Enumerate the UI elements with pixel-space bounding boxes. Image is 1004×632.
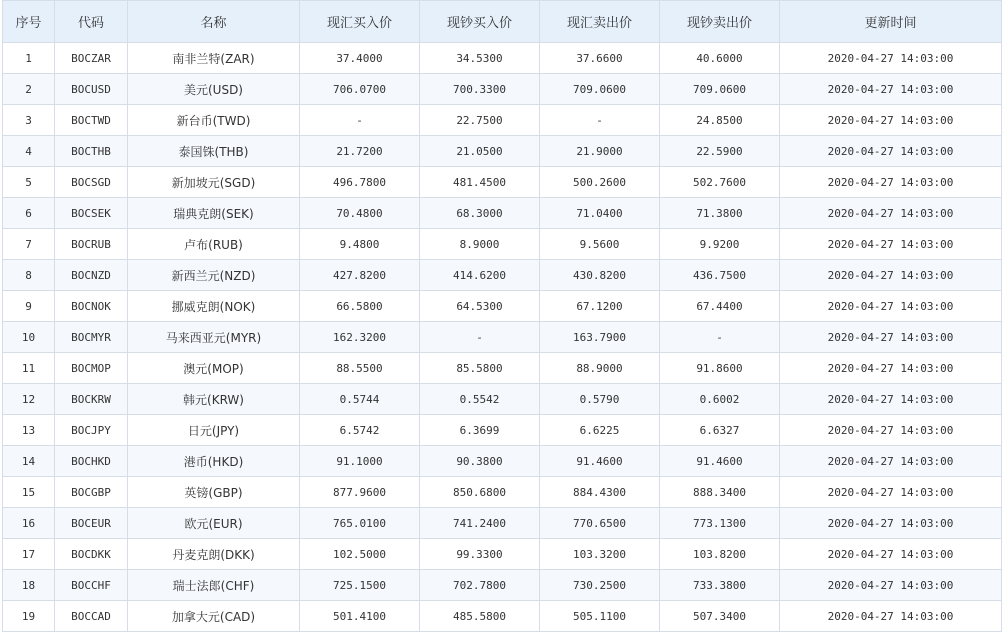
cell-code: BOCSEK (55, 198, 128, 229)
cell-spot-sell: 6.6225 (540, 415, 660, 446)
cell-cash-buy: 700.3300 (420, 74, 540, 105)
cell-name: 挪威克朗(NOK) (128, 291, 300, 322)
cell-index: 18 (3, 570, 55, 601)
cell-name: 泰国铢(THB) (128, 136, 300, 167)
table-row (3, 353, 1002, 384)
cell-update-time: 2020-04-27 14:03:00 (780, 322, 1002, 353)
cell-index: 8 (3, 260, 55, 291)
exchange-rate-table (2, 0, 1002, 632)
cell-cash-sell: 502.7600 (660, 167, 780, 198)
cell-spot-sell: 9.5600 (540, 229, 660, 260)
table-body (3, 43, 1002, 632)
cell-cash-buy: 6.3699 (420, 415, 540, 446)
cell-cash-buy: 85.5800 (420, 353, 540, 384)
cell-spot-buy: 66.5800 (300, 291, 420, 322)
cell-spot-buy: 9.4800 (300, 229, 420, 260)
cell-spot-buy: 765.0100 (300, 508, 420, 539)
cell-index: 12 (3, 384, 55, 415)
cell-index: 10 (3, 322, 55, 353)
cell-cash-buy: 21.0500 (420, 136, 540, 167)
cell-cash-buy: 485.5800 (420, 601, 540, 632)
cell-index: 5 (3, 167, 55, 198)
cell-update-time: 2020-04-27 14:03:00 (780, 384, 1002, 415)
header-spot-buy: 现汇买入价 (300, 1, 420, 43)
cell-update-time: 2020-04-27 14:03:00 (780, 291, 1002, 322)
cell-cash-buy: 481.4500 (420, 167, 540, 198)
cell-cash-sell: 40.6000 (660, 43, 780, 74)
cell-cash-sell: 436.7500 (660, 260, 780, 291)
cell-code: BOCCHF (55, 570, 128, 601)
cell-name: 美元(USD) (128, 74, 300, 105)
header-index: 序号 (3, 1, 55, 43)
cell-index: 9 (3, 291, 55, 322)
cell-cash-buy: - (420, 322, 540, 353)
cell-index: 3 (3, 105, 55, 136)
cell-cash-buy: 22.7500 (420, 105, 540, 136)
cell-update-time: 2020-04-27 14:03:00 (780, 415, 1002, 446)
cell-name: 新西兰元(NZD) (128, 260, 300, 291)
table-row (3, 477, 1002, 508)
cell-name: 马来西亚元(MYR) (128, 322, 300, 353)
cell-cash-buy: 0.5542 (420, 384, 540, 415)
cell-cash-sell: 67.4400 (660, 291, 780, 322)
cell-cash-sell: 71.3800 (660, 198, 780, 229)
cell-cash-sell: 507.3400 (660, 601, 780, 632)
cell-cash-sell: 733.3800 (660, 570, 780, 601)
cell-update-time: 2020-04-27 14:03:00 (780, 198, 1002, 229)
cell-name: 英镑(GBP) (128, 477, 300, 508)
cell-name: 瑞典克朗(SEK) (128, 198, 300, 229)
table-row (3, 570, 1002, 601)
cell-name: 新加坡元(SGD) (128, 167, 300, 198)
cell-spot-sell: 91.4600 (540, 446, 660, 477)
cell-spot-buy: 162.3200 (300, 322, 420, 353)
header-code: 代码 (55, 1, 128, 43)
cell-spot-sell: 103.3200 (540, 539, 660, 570)
cell-spot-sell: 0.5790 (540, 384, 660, 415)
cell-index: 15 (3, 477, 55, 508)
cell-update-time: 2020-04-27 14:03:00 (780, 43, 1002, 74)
cell-code: BOCGBP (55, 477, 128, 508)
cell-spot-sell: 709.0600 (540, 74, 660, 105)
cell-name: 丹麦克朗(DKK) (128, 539, 300, 570)
cell-index: 4 (3, 136, 55, 167)
cell-name: 加拿大元(CAD) (128, 601, 300, 632)
cell-spot-buy: 37.4000 (300, 43, 420, 74)
cell-update-time: 2020-04-27 14:03:00 (780, 136, 1002, 167)
cell-cash-sell: 91.4600 (660, 446, 780, 477)
cell-name: 瑞士法郎(CHF) (128, 570, 300, 601)
cell-cash-sell: 6.6327 (660, 415, 780, 446)
cell-spot-sell: 770.6500 (540, 508, 660, 539)
cell-spot-buy: 70.4800 (300, 198, 420, 229)
table-row (3, 508, 1002, 539)
cell-spot-buy: 91.1000 (300, 446, 420, 477)
cell-code: BOCUSD (55, 74, 128, 105)
cell-index: 2 (3, 74, 55, 105)
cell-index: 17 (3, 539, 55, 570)
cell-index: 11 (3, 353, 55, 384)
cell-spot-buy: 88.5500 (300, 353, 420, 384)
cell-spot-buy: 496.7800 (300, 167, 420, 198)
header-cash-sell: 现钞卖出价 (660, 1, 780, 43)
cell-update-time: 2020-04-27 14:03:00 (780, 601, 1002, 632)
table-row (3, 136, 1002, 167)
cell-update-time: 2020-04-27 14:03:00 (780, 508, 1002, 539)
table-row (3, 539, 1002, 570)
cell-name: 澳元(MOP) (128, 353, 300, 384)
cell-index: 19 (3, 601, 55, 632)
cell-code: BOCCAD (55, 601, 128, 632)
header-row (3, 1, 1002, 43)
cell-cash-buy: 64.5300 (420, 291, 540, 322)
cell-update-time: 2020-04-27 14:03:00 (780, 570, 1002, 601)
cell-code: BOCMOP (55, 353, 128, 384)
table-row (3, 105, 1002, 136)
cell-cash-buy: 8.9000 (420, 229, 540, 260)
cell-spot-sell: 71.0400 (540, 198, 660, 229)
cell-code: BOCJPY (55, 415, 128, 446)
cell-index: 1 (3, 43, 55, 74)
cell-cash-buy: 99.3300 (420, 539, 540, 570)
cell-cash-sell: 709.0600 (660, 74, 780, 105)
cell-spot-buy: 877.9600 (300, 477, 420, 508)
cell-code: BOCRUB (55, 229, 128, 260)
cell-cash-sell: 24.8500 (660, 105, 780, 136)
cell-index: 6 (3, 198, 55, 229)
table-row (3, 322, 1002, 353)
table-header (3, 1, 1002, 43)
cell-spot-sell: 37.6600 (540, 43, 660, 74)
cell-spot-sell: 884.4300 (540, 477, 660, 508)
cell-spot-sell: 67.1200 (540, 291, 660, 322)
cell-update-time: 2020-04-27 14:03:00 (780, 353, 1002, 384)
cell-code: BOCEUR (55, 508, 128, 539)
cell-update-time: 2020-04-27 14:03:00 (780, 229, 1002, 260)
cell-cash-sell: 773.1300 (660, 508, 780, 539)
header-update-time: 更新时间 (780, 1, 1002, 43)
cell-code: BOCDKK (55, 539, 128, 570)
cell-cash-sell: 888.3400 (660, 477, 780, 508)
table-row (3, 260, 1002, 291)
table-row (3, 167, 1002, 198)
cell-name: 南非兰特(ZAR) (128, 43, 300, 74)
cell-update-time: 2020-04-27 14:03:00 (780, 167, 1002, 198)
cell-spot-sell: 500.2600 (540, 167, 660, 198)
cell-cash-buy: 741.2400 (420, 508, 540, 539)
cell-spot-sell: 505.1100 (540, 601, 660, 632)
cell-spot-sell: 88.9000 (540, 353, 660, 384)
cell-name: 新台币(TWD) (128, 105, 300, 136)
cell-spot-buy: 6.5742 (300, 415, 420, 446)
cell-spot-sell: - (540, 105, 660, 136)
cell-spot-buy: 102.5000 (300, 539, 420, 570)
cell-name: 卢布(RUB) (128, 229, 300, 260)
cell-code: BOCHKD (55, 446, 128, 477)
cell-spot-buy: 725.1500 (300, 570, 420, 601)
cell-spot-sell: 163.7900 (540, 322, 660, 353)
cell-index: 16 (3, 508, 55, 539)
cell-name: 日元(JPY) (128, 415, 300, 446)
cell-cash-buy: 414.6200 (420, 260, 540, 291)
cell-spot-buy: 0.5744 (300, 384, 420, 415)
cell-name: 欧元(EUR) (128, 508, 300, 539)
cell-spot-buy: 706.0700 (300, 74, 420, 105)
table-row (3, 601, 1002, 632)
cell-code: BOCTHB (55, 136, 128, 167)
header-name: 名称 (128, 1, 300, 43)
cell-spot-buy: 501.4100 (300, 601, 420, 632)
cell-index: 7 (3, 229, 55, 260)
table-row (3, 43, 1002, 74)
table-row (3, 229, 1002, 260)
cell-index: 13 (3, 415, 55, 446)
cell-cash-sell: 103.8200 (660, 539, 780, 570)
cell-cash-buy: 90.3800 (420, 446, 540, 477)
cell-code: BOCSGD (55, 167, 128, 198)
cell-code: BOCTWD (55, 105, 128, 136)
cell-code: BOCNOK (55, 291, 128, 322)
cell-cash-sell: 91.8600 (660, 353, 780, 384)
cell-cash-sell: 9.9200 (660, 229, 780, 260)
table-row (3, 384, 1002, 415)
cell-update-time: 2020-04-27 14:03:00 (780, 105, 1002, 136)
cell-cash-sell: 22.5900 (660, 136, 780, 167)
cell-cash-buy: 850.6800 (420, 477, 540, 508)
cell-spot-buy: 21.7200 (300, 136, 420, 167)
cell-name: 港币(HKD) (128, 446, 300, 477)
table-row (3, 446, 1002, 477)
cell-cash-buy: 34.5300 (420, 43, 540, 74)
cell-index: 14 (3, 446, 55, 477)
cell-code: BOCNZD (55, 260, 128, 291)
cell-spot-sell: 21.9000 (540, 136, 660, 167)
cell-code: BOCZAR (55, 43, 128, 74)
cell-update-time: 2020-04-27 14:03:00 (780, 74, 1002, 105)
cell-cash-buy: 702.7800 (420, 570, 540, 601)
cell-name: 韩元(KRW) (128, 384, 300, 415)
cell-update-time: 2020-04-27 14:03:00 (780, 477, 1002, 508)
cell-update-time: 2020-04-27 14:03:00 (780, 446, 1002, 477)
cell-update-time: 2020-04-27 14:03:00 (780, 260, 1002, 291)
header-cash-buy: 现钞买入价 (420, 1, 540, 43)
cell-spot-buy: 427.8200 (300, 260, 420, 291)
cell-spot-sell: 430.8200 (540, 260, 660, 291)
table-row (3, 198, 1002, 229)
table-row (3, 291, 1002, 322)
cell-update-time: 2020-04-27 14:03:00 (780, 539, 1002, 570)
cell-code: BOCMYR (55, 322, 128, 353)
table-row (3, 415, 1002, 446)
cell-code: BOCKRW (55, 384, 128, 415)
cell-spot-sell: 730.2500 (540, 570, 660, 601)
cell-cash-sell: - (660, 322, 780, 353)
cell-cash-buy: 68.3000 (420, 198, 540, 229)
cell-spot-buy: - (300, 105, 420, 136)
header-spot-sell: 现汇卖出价 (540, 1, 660, 43)
table-row (3, 74, 1002, 105)
cell-cash-sell: 0.6002 (660, 384, 780, 415)
